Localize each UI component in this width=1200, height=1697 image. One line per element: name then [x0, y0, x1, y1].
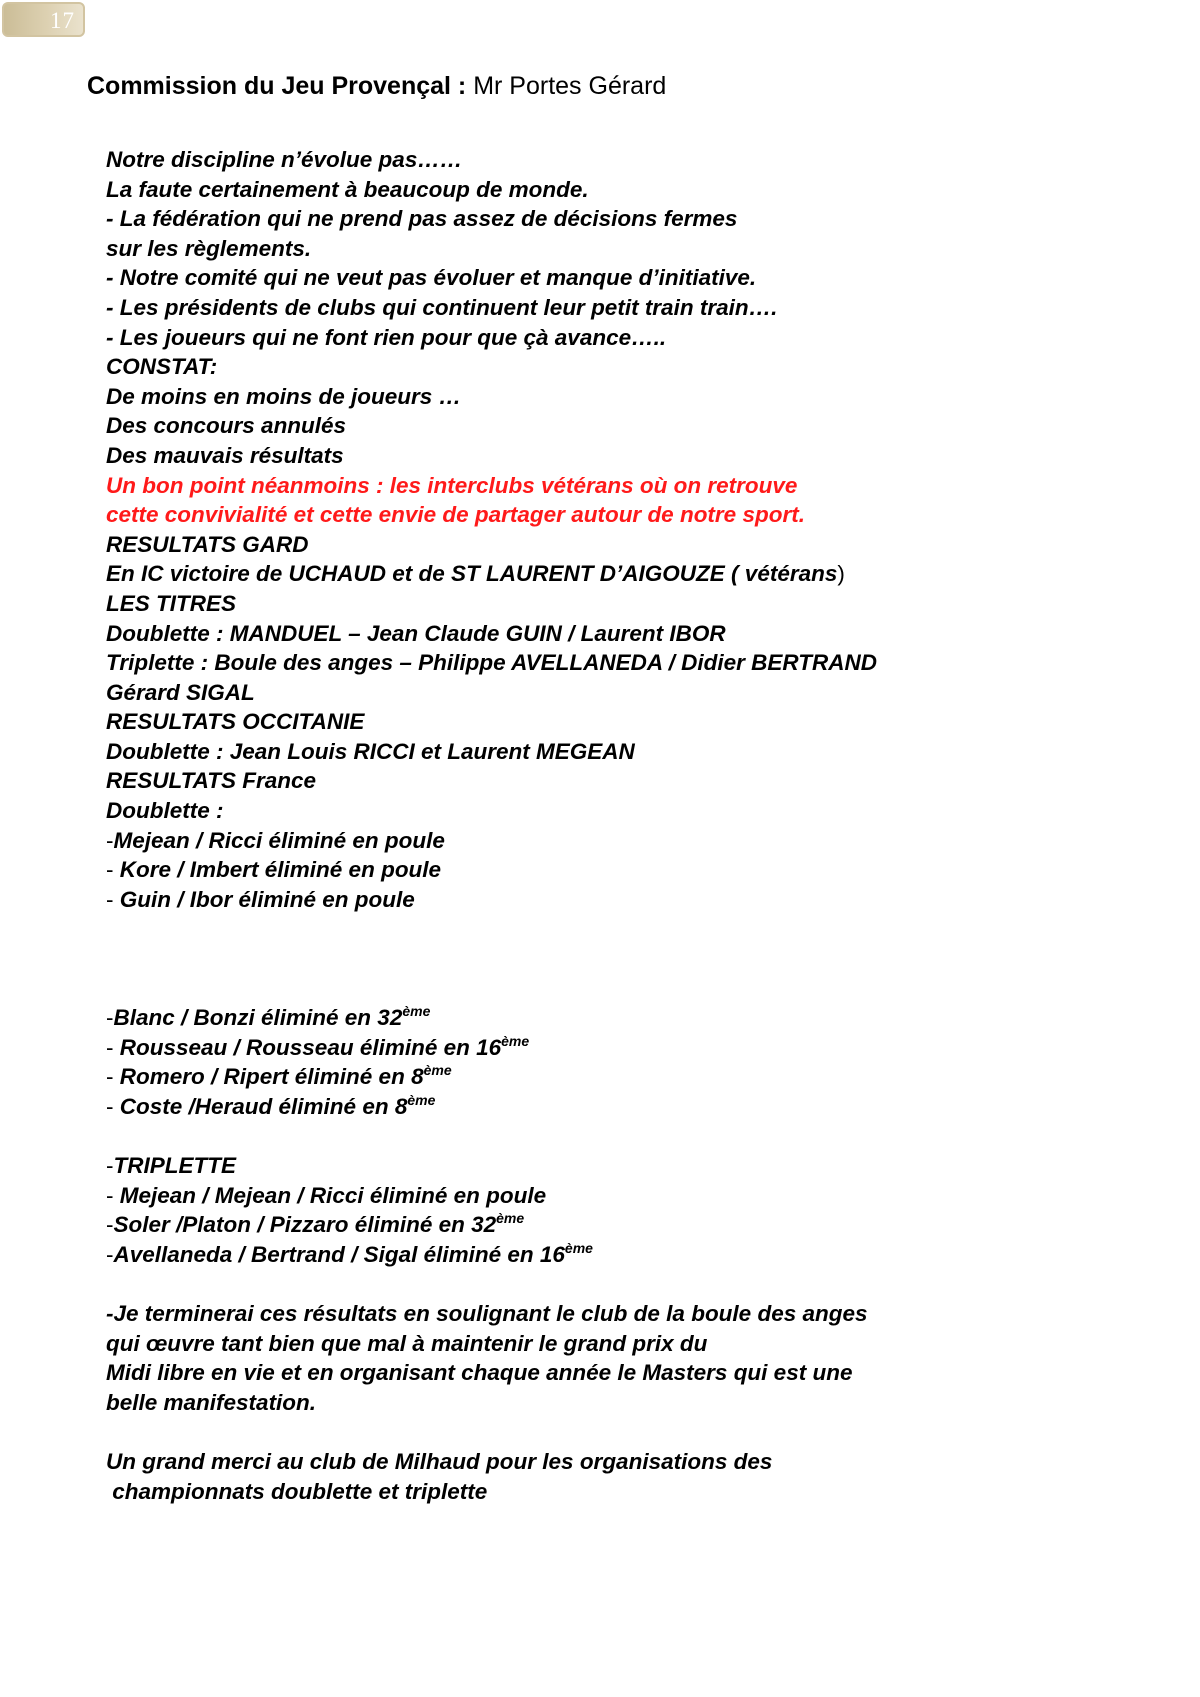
result-line: -Mejean / Ricci éliminé en poule [106, 827, 445, 853]
constat-line: De moins en moins de joueurs … [106, 383, 462, 409]
closing-line: -Je terminerai ces résultats en soulignant le club de la boule des anges [106, 1301, 868, 1327]
intro-line: - Les joueurs qui ne font rien pour que çà avance….. [106, 324, 667, 350]
titles-heading: LES TITRES [106, 590, 237, 616]
france-doublette-label: Doublette : [106, 798, 224, 824]
result-line: - Rousseau / Rousseau éliminé en 16ème [106, 1032, 530, 1060]
result-line: - Mejean / Mejean / Ricci éliminé en poule [106, 1182, 547, 1208]
intro-line: - Les présidents de clubs qui continuent leur petit train train…. [106, 294, 778, 320]
thanks-line: championnats doublette et triplette [106, 1478, 488, 1504]
result-line: -Avellaneda / Bertrand / Sigal éliminé en 16ème [106, 1239, 593, 1267]
constat-heading: CONSTAT: [106, 354, 218, 380]
highlight-line: Un bon point néanmoins : les interclubs vétérans où on retrouve [106, 472, 798, 498]
commission-title: Commission du Jeu Provençal : [87, 72, 467, 100]
constat-line: Des mauvais résultats [106, 442, 344, 468]
result-line: -Soler /Platon / Pizzaro éliminé en 32ème [106, 1210, 525, 1238]
intro-line: sur les règlements. [106, 235, 312, 261]
page-number-badge [2, 2, 85, 37]
result-line: - Kore / Imbert éliminé en poule [106, 857, 442, 883]
report-body [106, 145, 877, 1506]
ic-victory-line: En IC victoire de UCHAUD et de ST LAURENT D’AIGOUZE ( vétérans) [106, 561, 845, 587]
constat-line: Des concours annulés [106, 413, 347, 439]
closing-line: belle manifestation. [106, 1389, 317, 1415]
intro-line: - La fédération qui ne prend pas assez de décisions fermes [106, 206, 738, 232]
results-occitanie-heading: RESULTATS OCCITANIE [106, 709, 365, 735]
page-heading [87, 72, 666, 101]
triplette-heading: -TRIPLETTE [106, 1153, 236, 1179]
result-line: -Blanc / Bonzi éliminé en 32ème [106, 1003, 431, 1031]
result-line: - Coste /Heraud éliminé en 8ème [106, 1092, 436, 1120]
closing-line: Midi libre en vie et en organisant chaque année le Masters qui est une [106, 1360, 853, 1386]
triplette-title-continuation: Gérard SIGAL [106, 679, 255, 705]
spacer [106, 1270, 877, 1300]
triplette-title-line: Triplette : Boule des anges – Philippe AVELLANEDA / Didier BERTRAND [106, 650, 877, 676]
thanks-line: Un grand merci au club de Milhaud pour les organisations des [106, 1449, 773, 1475]
closing-line: qui œuvre tant bien que mal à maintenir le grand prix du [106, 1330, 708, 1356]
highlight-line: cette convivialité et cette envie de partager autour de notre sport. [106, 502, 805, 528]
occitanie-doublette-line: Doublette : Jean Louis RICCI et Laurent MEGEAN [106, 738, 635, 764]
results-france-heading: RESULTATS France [106, 768, 317, 794]
intro-line: - Notre comité qui ne veut pas évoluer et manque d’initiative. [106, 265, 757, 291]
result-line: - Guin / Ibor éliminé en poule [106, 886, 415, 912]
results-gard-heading: RESULTATS GARD [106, 531, 309, 557]
result-line: - Romero / Ripert éliminé en 8ème [106, 1062, 452, 1090]
intro-line: La faute certainement à beaucoup de monde. [106, 176, 589, 202]
doublette-title-line: Doublette : MANDUEL – Jean Claude GUIN / Laurent IBOR [106, 620, 726, 646]
spacer [106, 1418, 877, 1448]
commission-author: Mr Portes Gérard [466, 72, 667, 100]
spacer [106, 1122, 877, 1152]
spacer [106, 914, 877, 1003]
page-number: 17 [50, 8, 75, 33]
intro-line: Notre discipline n’évolue pas…… [106, 147, 463, 172]
